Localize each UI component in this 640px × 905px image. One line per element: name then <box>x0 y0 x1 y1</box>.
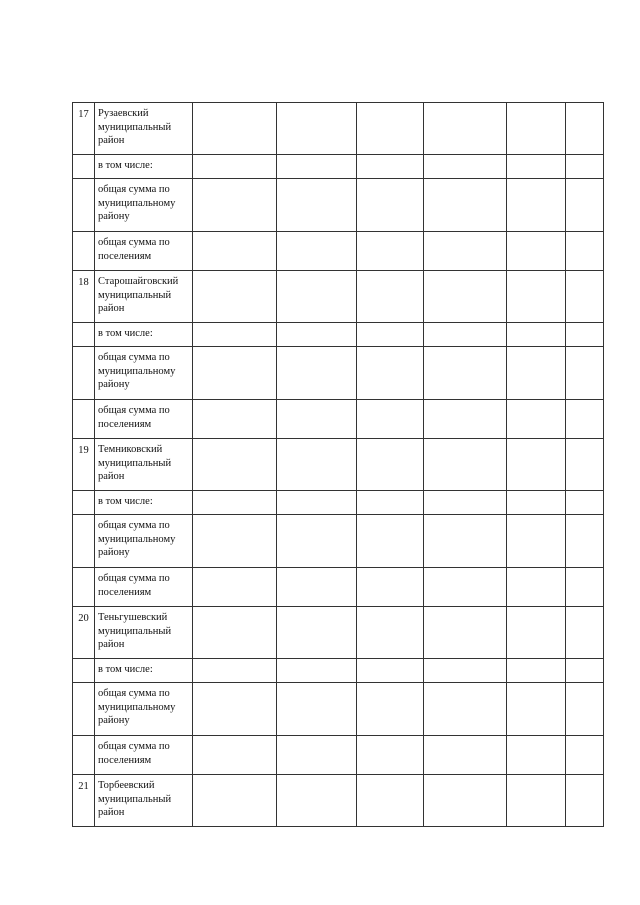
row-number-empty <box>73 659 95 683</box>
value-cell <box>357 400 424 439</box>
value-cell <box>424 568 507 607</box>
row-number: 19 <box>73 439 95 491</box>
value-cell <box>357 659 424 683</box>
district-name: Теньгушевский муниципальный район <box>95 607 193 659</box>
value-cell <box>357 323 424 347</box>
row-number-empty <box>73 347 95 400</box>
value-cell <box>507 659 566 683</box>
value-cell <box>357 271 424 323</box>
row-number-empty <box>73 736 95 775</box>
row-number-empty <box>73 568 95 607</box>
value-cell <box>277 155 357 179</box>
value-cell <box>566 683 604 736</box>
value-cell <box>424 323 507 347</box>
sub-row-label: общая сумма по муниципальному району <box>95 179 193 232</box>
value-cell <box>507 607 566 659</box>
value-cell <box>193 179 277 232</box>
value-cell <box>424 439 507 491</box>
row-number-empty <box>73 491 95 515</box>
sub-row <box>73 179 604 232</box>
row-number: 20 <box>73 607 95 659</box>
value-cell <box>277 568 357 607</box>
value-cell <box>193 491 277 515</box>
value-cell <box>507 323 566 347</box>
sub-row <box>73 491 604 515</box>
value-cell <box>277 439 357 491</box>
sub-row-label: в том числе: <box>95 155 193 179</box>
value-cell <box>357 775 424 827</box>
value-cell <box>277 400 357 439</box>
value-cell <box>566 607 604 659</box>
sub-row <box>73 683 604 736</box>
value-cell <box>566 155 604 179</box>
value-cell <box>424 155 507 179</box>
sub-row <box>73 155 604 179</box>
value-cell <box>566 491 604 515</box>
district-row <box>73 439 604 491</box>
value-cell <box>507 775 566 827</box>
value-cell <box>277 659 357 683</box>
district-row <box>73 607 604 659</box>
value-cell <box>277 607 357 659</box>
value-cell <box>507 491 566 515</box>
district-table <box>72 102 604 827</box>
value-cell <box>357 179 424 232</box>
district-name: Рузаевский муниципальный район <box>95 103 193 155</box>
sub-row-label: общая сумма по муниципальному району <box>95 515 193 568</box>
value-cell <box>424 607 507 659</box>
value-cell <box>566 271 604 323</box>
value-cell <box>424 179 507 232</box>
sub-row-label: общая сумма по муниципальному району <box>95 347 193 400</box>
sub-row-label: в том числе: <box>95 491 193 515</box>
row-number-empty <box>73 683 95 736</box>
value-cell <box>193 775 277 827</box>
value-cell <box>357 103 424 155</box>
value-cell <box>507 155 566 179</box>
value-cell <box>357 347 424 400</box>
value-cell <box>424 775 507 827</box>
value-cell <box>507 232 566 271</box>
value-cell <box>277 736 357 775</box>
value-cell <box>193 400 277 439</box>
row-number-empty <box>73 232 95 271</box>
value-cell <box>566 439 604 491</box>
value-cell <box>507 179 566 232</box>
value-cell <box>357 736 424 775</box>
value-cell <box>424 347 507 400</box>
value-cell <box>566 736 604 775</box>
value-cell <box>357 607 424 659</box>
sub-row <box>73 323 604 347</box>
value-cell <box>357 439 424 491</box>
row-number-empty <box>73 515 95 568</box>
value-cell <box>193 683 277 736</box>
value-cell <box>507 568 566 607</box>
value-cell <box>193 271 277 323</box>
value-cell <box>507 439 566 491</box>
value-cell <box>357 568 424 607</box>
sub-row <box>73 568 604 607</box>
value-cell <box>277 271 357 323</box>
value-cell <box>277 232 357 271</box>
district-name: Темниковский муниципальный район <box>95 439 193 491</box>
value-cell <box>507 515 566 568</box>
value-cell <box>277 323 357 347</box>
district-name: Старошайговский муниципальный район <box>95 271 193 323</box>
value-cell <box>424 659 507 683</box>
value-cell <box>193 736 277 775</box>
value-cell <box>566 659 604 683</box>
sub-row-label: в том числе: <box>95 659 193 683</box>
sub-row-label: общая сумма по поселениям <box>95 232 193 271</box>
value-cell <box>193 439 277 491</box>
value-cell <box>277 179 357 232</box>
value-cell <box>193 232 277 271</box>
value-cell <box>424 491 507 515</box>
value-cell <box>193 323 277 347</box>
value-cell <box>424 515 507 568</box>
value-cell <box>424 103 507 155</box>
value-cell <box>357 515 424 568</box>
value-cell <box>424 736 507 775</box>
row-number-empty <box>73 179 95 232</box>
value-cell <box>424 683 507 736</box>
value-cell <box>277 347 357 400</box>
sub-row-label: общая сумма по поселениям <box>95 568 193 607</box>
row-number: 21 <box>73 775 95 827</box>
value-cell <box>566 515 604 568</box>
district-row <box>73 271 604 323</box>
value-cell <box>566 232 604 271</box>
sub-row <box>73 347 604 400</box>
row-number: 18 <box>73 271 95 323</box>
district-row <box>73 775 604 827</box>
value-cell <box>193 659 277 683</box>
value-cell <box>424 271 507 323</box>
value-cell <box>277 775 357 827</box>
sub-row-label: общая сумма по поселениям <box>95 400 193 439</box>
sub-row-label: в том числе: <box>95 323 193 347</box>
value-cell <box>357 232 424 271</box>
value-cell <box>277 103 357 155</box>
value-cell <box>357 491 424 515</box>
value-cell <box>277 683 357 736</box>
value-cell <box>566 775 604 827</box>
value-cell <box>566 400 604 439</box>
district-row <box>73 103 604 155</box>
value-cell <box>193 103 277 155</box>
sub-row <box>73 659 604 683</box>
district-name: Торбеевский муниципальный район <box>95 775 193 827</box>
value-cell <box>424 400 507 439</box>
value-cell <box>357 683 424 736</box>
value-cell <box>277 515 357 568</box>
value-cell <box>193 607 277 659</box>
value-cell <box>566 347 604 400</box>
sub-row-label: общая сумма по муниципальному району <box>95 683 193 736</box>
value-cell <box>566 568 604 607</box>
value-cell <box>507 400 566 439</box>
value-cell <box>507 103 566 155</box>
row-number-empty <box>73 323 95 347</box>
value-cell <box>193 155 277 179</box>
value-cell <box>566 103 604 155</box>
value-cell <box>507 347 566 400</box>
value-cell <box>566 323 604 347</box>
value-cell <box>566 179 604 232</box>
row-number: 17 <box>73 103 95 155</box>
row-number-empty <box>73 400 95 439</box>
sub-row <box>73 515 604 568</box>
value-cell <box>507 271 566 323</box>
sub-row <box>73 400 604 439</box>
sub-row-label: общая сумма по поселениям <box>95 736 193 775</box>
value-cell <box>424 232 507 271</box>
value-cell <box>277 491 357 515</box>
row-number-empty <box>73 155 95 179</box>
sub-row <box>73 232 604 271</box>
value-cell <box>507 736 566 775</box>
sub-row <box>73 736 604 775</box>
value-cell <box>193 568 277 607</box>
value-cell <box>193 515 277 568</box>
value-cell <box>357 155 424 179</box>
value-cell <box>507 683 566 736</box>
value-cell <box>193 347 277 400</box>
